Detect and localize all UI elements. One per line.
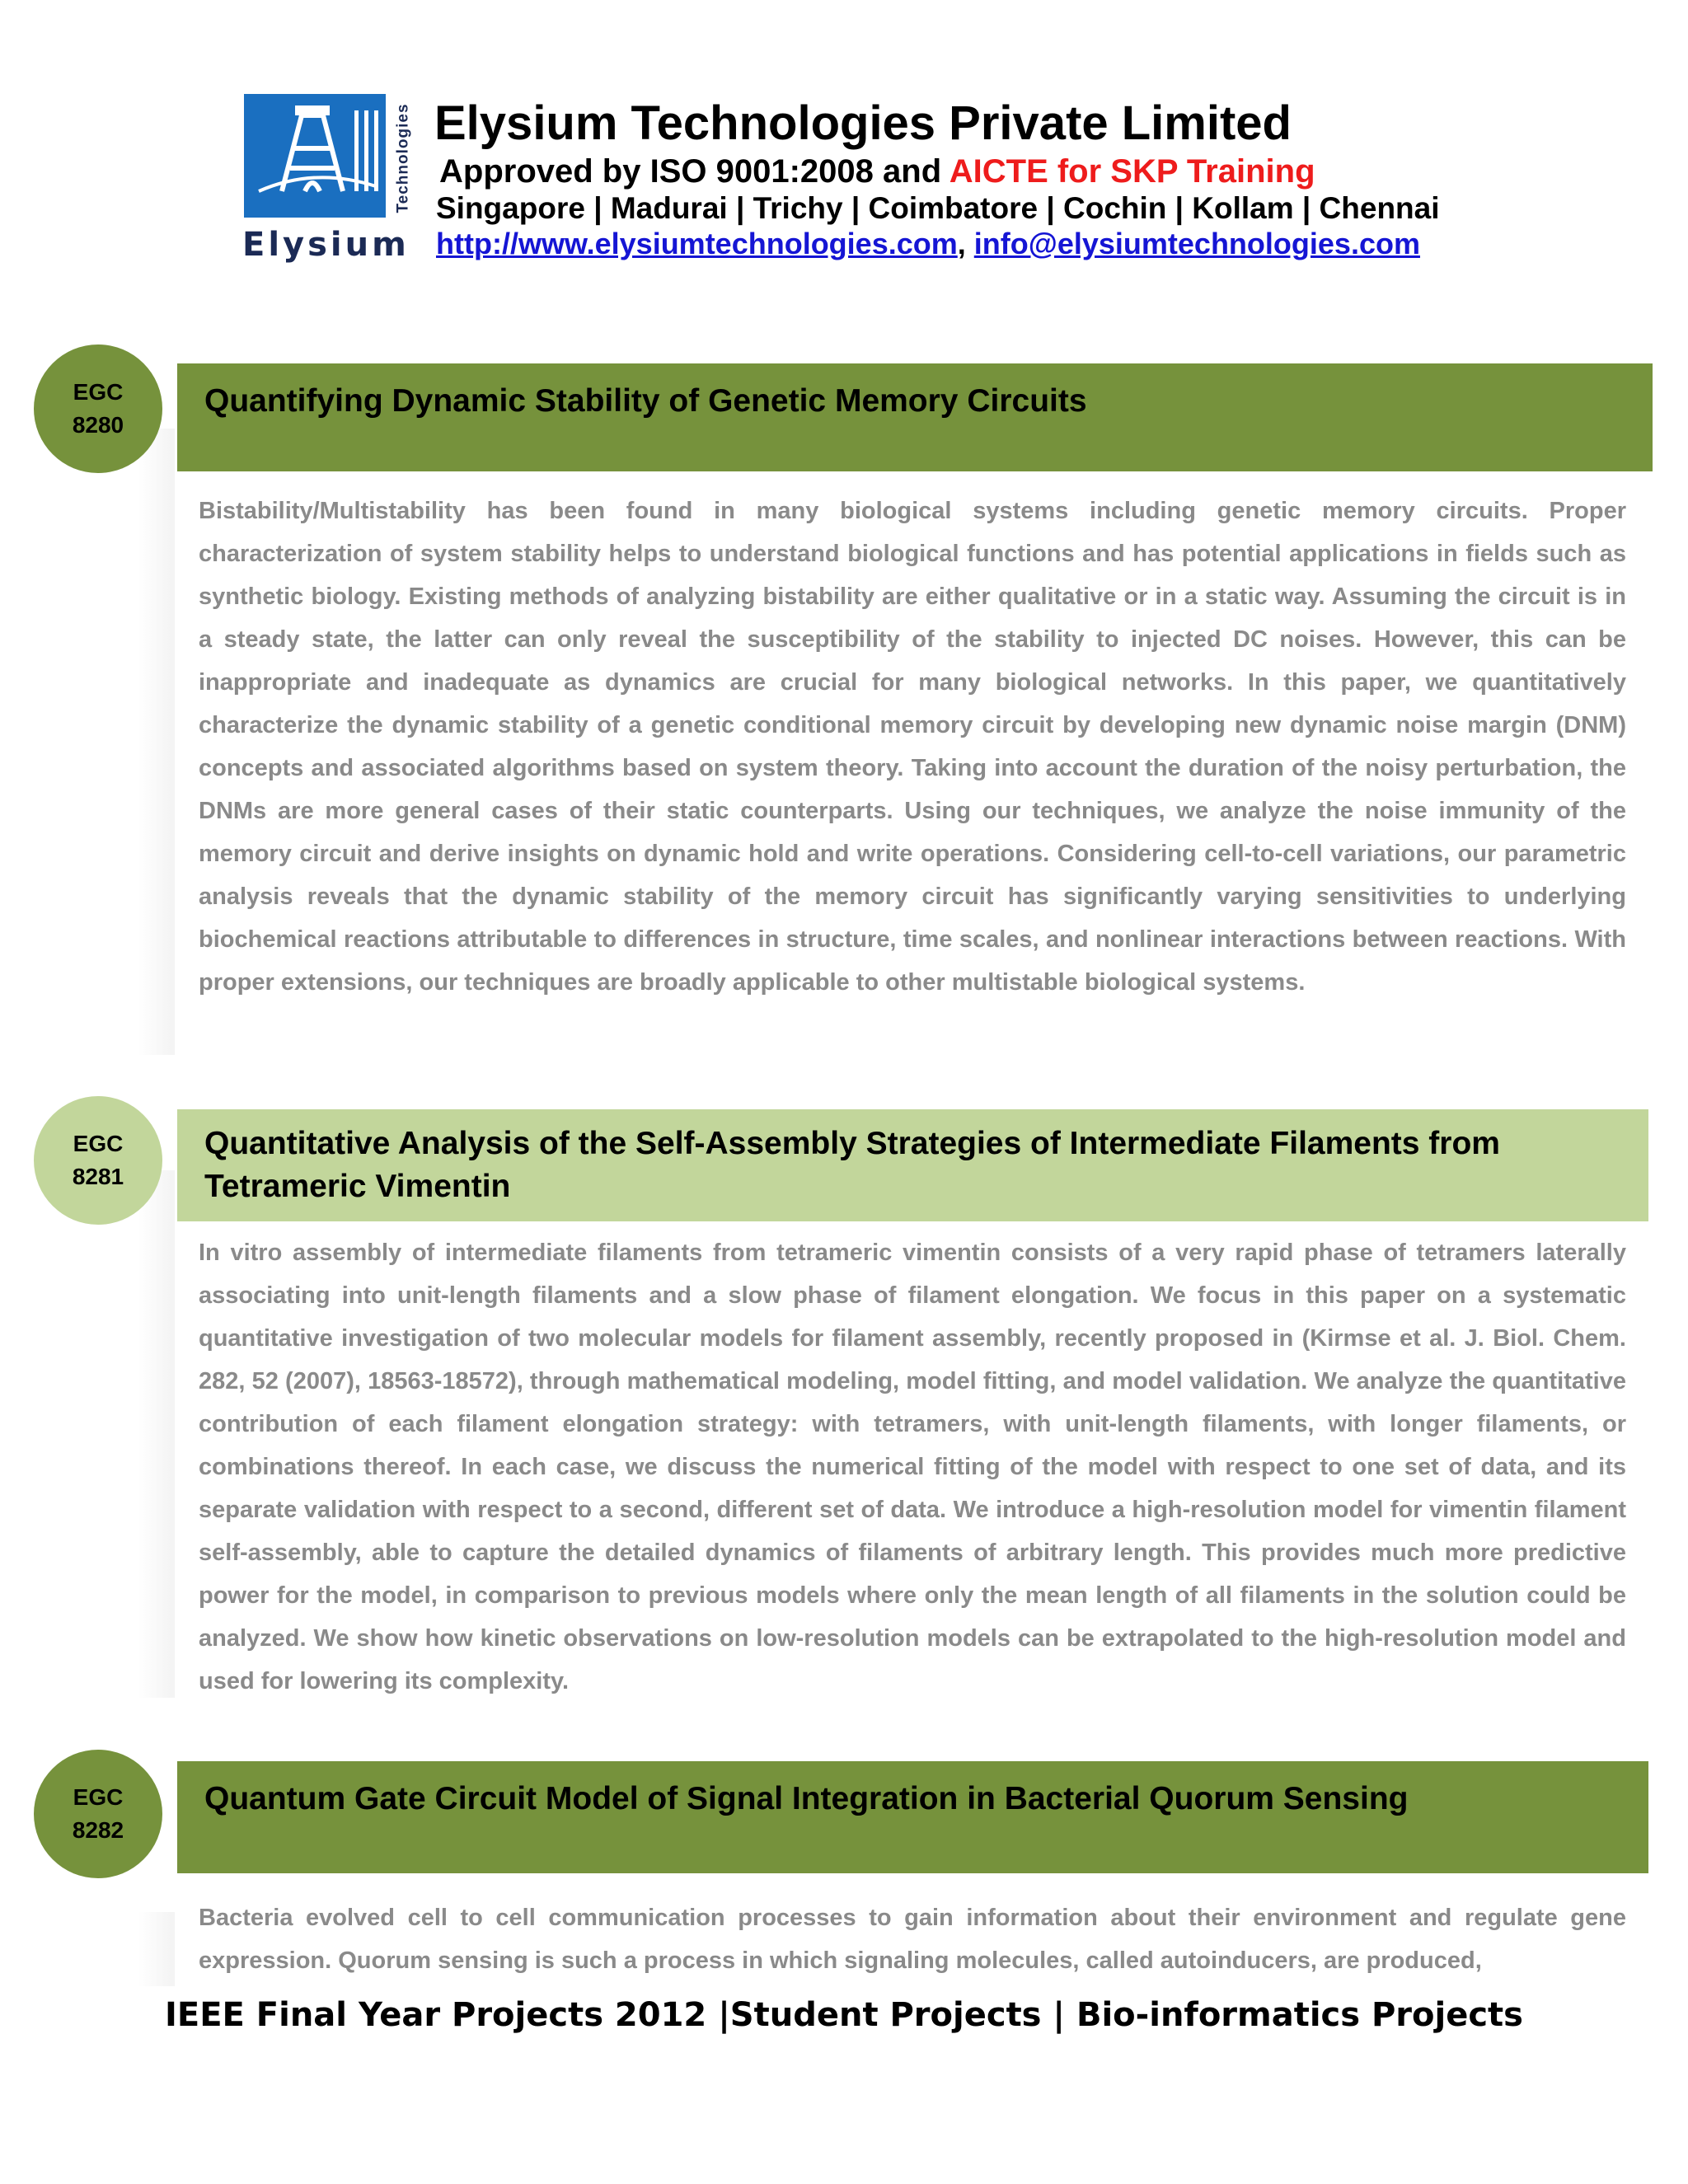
project-code-prefix: EGC [73,1784,124,1810]
project-abstract: In vitro assembly of intermediate filaments from tetrameric vimentin consists of a very rapid phase of tetramers laterally associating into unit-length filaments and a slow phase of filament elongation. We focus in this paper on a systematic quantitative investigation of two molecular models for filament assembly, recently proposed in (Kirmse et al. J. Biol. Chem. 282, 52 (2007), 18563-18572), through mathematical modeling, model fitting, and model validation. We analyze the quantitative contribution of each filament elongation strategy: with tetramers, with unit-length filaments, with longer filaments, or combinations thereof. In each case, we discuss the numerical fitting of the model with respect to one set of data, and its separate validation with respect to a second, different set of data. We introduce a high-resolution model for vimentin filament self-assembly, able to capture the detailed dynamics of filaments of arbitrary length. This provides much more predictive power for the model, in comparison to previous models where only the mean length of all filaments in the solution could be analyzed. We show how kinetic observations on low-resolution models can be extrapolated to the high-resolution model and used for lowering its complexity. [199,1240,1626,1694]
project-title: Quantitative Analysis of the Self-Assembly Strategies of Intermediate Filaments from Tetrameric Vimentin [204,1126,1500,1204]
link-separator: , [957,227,974,260]
office-locations: Singapore | Madurai | Trichy | Coimbatore | Cochin | Kollam | Chennai [436,191,1440,225]
section-side-strip [138,429,175,1055]
contact-links [436,227,1420,260]
website-link[interactable]: http://www.elysiumtechnologies.com [436,227,958,260]
project-code-number: 8282 [72,1817,124,1843]
project-title-bar [177,1109,1648,1221]
project-code-prefix: EGC [73,1131,124,1156]
email-link[interactable]: info@elysiumtechnologies.com [973,227,1420,260]
project-code-badge [34,344,162,473]
logo-emblem [244,94,386,218]
project-code-number: 8281 [72,1164,124,1189]
company-name: Elysium Technologies Private Limited [434,96,1292,150]
project-abstract: Bacteria evolved cell to cell communication processes to gain information about their environment and regulate gene expression. Quorum sensing is such a process in which signaling molecules, called autoinducers, are produced, [199,1905,1626,1974]
project-title: Quantum Gate Circuit Model of Signal Integration in Bacterial Quorum Sensing [204,1781,1409,1816]
section-side-strip [138,1912,175,1986]
project-title-bar [177,1761,1648,1873]
logo-wordmark: Elysium [242,226,410,264]
project-abstract: Bistability/Multistability has been found in many biological systems including genetic memory circuits. Proper characterization of system stability helps to understand biological functions and has potential applications in fields such as synthetic biology. Existing methods of analyzing bistability are either qualitative or in a static way. Assuming the circuit is in a steady state, the latter can only reveal the susceptibility of the stability to injected DC noises. However, this can be inappropriate and inadequate as dynamics are crucial for many biological networks. In this paper, we quantitatively characterize the dynamic stability of a genetic conditional memory circuit by developing new dynamic noise margin (DNM) concepts and associated algorithms based on system theory. Taking into account the duration of the noisy perturbation, the DNMs are more general cases of their static counterparts. Using our techniques, we analyze the noise immunity of the memory circuit and derive insights on dynamic hold and write operations. Considering cell-to-cell variations, our parametric analysis reveals that the dynamic stability of the memory circuit has significantly varying sensitivities to underlying biochemical reactions attributable to differences in structure, time scales, and nonlinear interactions between reactions. With proper extensions, our techniques are broadly applicable to other multistable biological systems. [199,498,1626,996]
accreditation-highlight: AICTE for SKP Training [949,153,1315,190]
logo-vertical-text: Technologies [395,103,412,213]
project-code-number: 8280 [72,412,124,438]
section-side-strip [138,1170,175,1698]
page-footer: IEEE Final Year Projects 2012 |Student Projects | Bio-informatics Projects [165,1996,1523,2034]
project-title: Quantifying Dynamic Stability of Genetic Memory Circuits [204,383,1087,419]
tower-icon [244,94,386,218]
company-logo [244,94,417,267]
project-title-bar [177,363,1653,471]
project-code-prefix: EGC [73,379,124,405]
accreditation-text: Approved by ISO 9001:2008 and [439,153,950,190]
project-code-badge [34,1750,162,1878]
project-code-badge [34,1096,162,1225]
accreditation-line [439,153,1315,190]
